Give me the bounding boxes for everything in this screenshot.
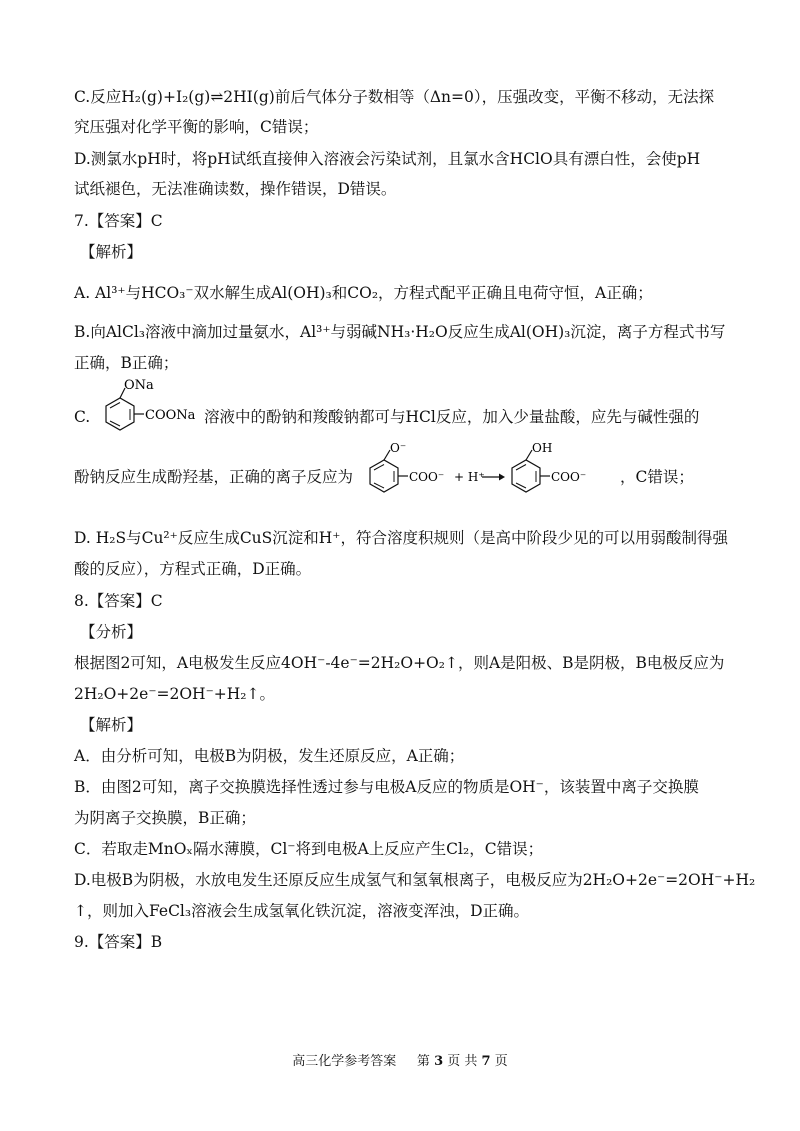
arrow-head-icon	[499, 474, 505, 481]
coo-minus-label: COO⁻	[551, 470, 587, 484]
section-heading: 【解析】	[80, 243, 143, 261]
text-line: 酚钠反应生成酚羟基，正确的离子反应为	[74, 468, 354, 486]
text-line: 究压强对化学平衡的影响，C错误；	[74, 118, 319, 136]
coo-minus-label: COO⁻	[409, 470, 445, 484]
coona-label: COONa	[145, 408, 196, 423]
text-line: 酸的反应），方程式正确，D正确。	[74, 560, 312, 578]
text-line: 试纸褪色，无法准确读数，操作错误，D错误。	[74, 180, 397, 198]
text-line: 为阴离子交换膜，B正确；	[74, 809, 256, 827]
text-line: C.	[74, 408, 91, 426]
text-line: B.向AlCl₃溶液中滴加过量氨水，Al³⁺与弱碱NH₃·H₂O反应生成Al(OH)₃沉淀，离子方程式书写	[74, 323, 726, 341]
text-line: 溶液中的酚钠和羧酸钠都可与HCl反应，加入少量盐酸，应先与碱性强的	[204, 408, 700, 426]
text-line: 正确，B正确；	[74, 354, 179, 372]
footer-title: 高三化学参考答案	[292, 1054, 397, 1069]
text-line: C.反应H₂(g)+I₂(g)⇌2HI(g)前后气体分子数相等（Δn=0），压强改变，平衡不移动，无法探	[74, 88, 715, 106]
reaction-equation-structure	[362, 440, 622, 508]
question-8-answer: 8.【答案】C	[74, 592, 163, 610]
text-line: C．若取走MnOₓ隔水薄膜，Cl⁻将到电极A上反应产生Cl₂，C错误；	[74, 840, 544, 858]
page-footer	[0, 1050, 800, 1069]
text-line: D. H₂S与Cu²⁺反应生成CuS沉淀和H⁺，符合溶度积规则（是高中阶段少见的可以用弱酸制得强	[74, 529, 728, 547]
text-line: A. Al³⁺与HCO₃⁻双水解生成Al(OH)₃和CO₂，方程式配平正确且电荷守恒，A正确；	[74, 284, 653, 302]
oh-label: OH	[532, 441, 553, 455]
footer-page-suffix: 页	[494, 1054, 508, 1069]
section-heading: 【分析】	[80, 623, 143, 641]
plus-h-label: + H⁺	[454, 470, 485, 484]
question-9-answer: 9.【答案】B	[74, 933, 163, 951]
text-line: D.测氯水pH时，将pH试纸直接伸入溶液会污染试剂，且氯水含HClO具有漂白性，会使pH	[74, 150, 701, 168]
section-heading: 【解析】	[80, 716, 143, 734]
footer-page-mid: 页 共	[447, 1054, 478, 1069]
text-line: A．由分析可知，电极B为阴极，发生还原反应，A正确；	[74, 747, 465, 765]
footer-page-total: 7	[481, 1054, 491, 1069]
text-line: ，C错误；	[620, 468, 694, 486]
sodium-salicylate-structure	[92, 376, 204, 452]
text-line: 2H₂O+2e⁻=2OH⁻+H₂↑。	[74, 685, 275, 703]
o-minus-label: O⁻	[390, 441, 407, 455]
footer-page-number: 3	[434, 1054, 444, 1069]
ona-label: ONa	[124, 378, 154, 393]
text-line: B．由图2可知，离子交换膜选择性透过参与电极A反应的物质是OH⁻，该装置中离子交换膜	[74, 778, 699, 796]
text-line: 根据图2可知，A电极发生反应4OH⁻-4e⁻=2H₂O+O₂↑，则A是阳极、B是阴极，B电极反应为	[74, 654, 725, 672]
text-line: D.电极B为阴极，水放电发生还原反应生成氢气和氢氧根离子，电极反应为2H₂O+2e⁻=2OH⁻+H₂	[74, 871, 756, 889]
footer-page-prefix: 第	[416, 1054, 430, 1069]
text-line: ↑，则加入FeCl₃溶液会生成氢氧化铁沉淀，溶液变浑浊，D正确。	[74, 902, 530, 920]
question-7-answer: 7.【答案】C	[74, 212, 163, 230]
